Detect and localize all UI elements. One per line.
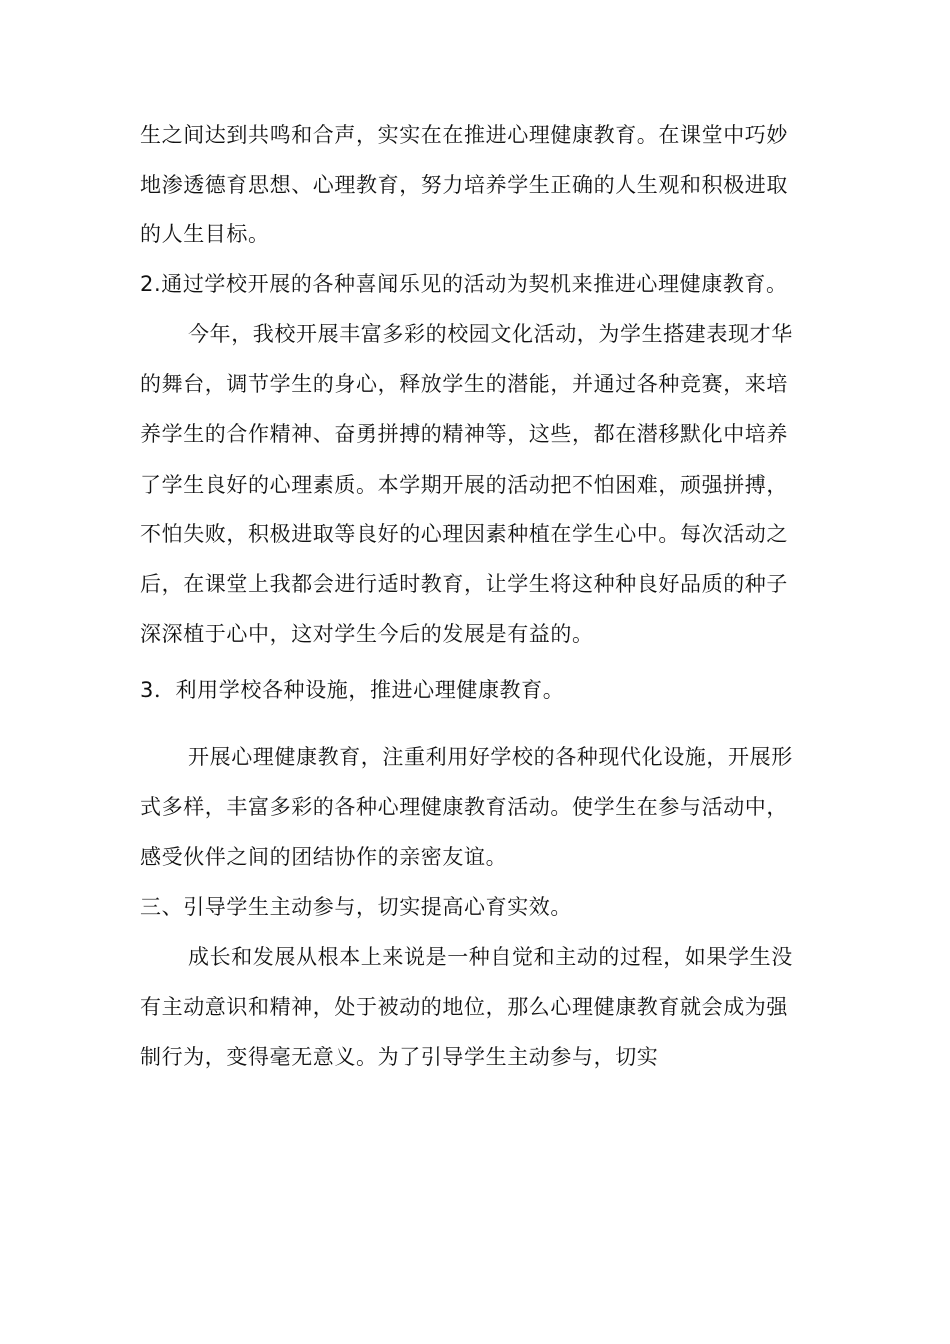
section-heading-2: 2.通过学校开展的各种喜闻乐见的活动为契机来推进心理健康教育。 (140, 272, 788, 296)
text-line-11: 深深植于心中，这对学生今后的发展是有益的。 (140, 622, 594, 646)
text-line-9: 不怕失败，积极进取等良好的心理因素种植在学生心中。每次活动之 (140, 522, 788, 546)
section-heading-san: 三、引导学生主动参与，切实提高心育实效。 (140, 895, 572, 919)
text-line-14: 式多样，丰富多彩的各种心理健康教育活动。使学生在参与活动中， (140, 795, 788, 819)
text-line-2: 地渗透德育思想、心理教育，努力培养学生正确的人生观和积极进取 (140, 173, 788, 197)
section-heading-3: 3．利用学校各种设施，推进心理健康教育。 (140, 678, 565, 702)
text-line-15: 感受伙伴之间的团结协作的亲密友谊。 (140, 845, 508, 869)
text-line-17: 成长和发展从根本上来说是一种自觉和主动的过程，如果学生没 (188, 945, 793, 969)
text-line-8: 了学生良好的心理素质。本学期开展的活动把不怕困难，顽强拼搏， (140, 473, 788, 497)
text-line-19: 制行为，变得毫无意义。为了引导学生主动参与，切实 (140, 1045, 659, 1069)
text-line-5: 今年，我校开展丰富多彩的校园文化活动，为学生搭建表现才华 (188, 322, 793, 346)
text-line-1: 生之间达到共鸣和合声，实实在在推进心理健康教育。在课堂中巧妙 (140, 123, 788, 147)
text-line-18: 有主动意识和精神，处于被动的地位，那么心理健康教育就会成为强 (140, 995, 788, 1019)
text-line-3: 的人生目标。 (140, 222, 270, 246)
text-line-13: 开展心理健康教育，注重利用好学校的各种现代化设施，开展形 (188, 745, 793, 769)
text-line-10: 后，在课堂上我都会进行适时教育，让学生将这种种良好品质的种子 (140, 572, 788, 596)
text-line-7: 养学生的合作精神、奋勇拼搏的精神等，这些，都在潜移默化中培养 (140, 422, 788, 446)
text-line-6: 的舞台，调节学生的身心，释放学生的潜能，并通过各种竞赛，来培 (140, 372, 788, 396)
